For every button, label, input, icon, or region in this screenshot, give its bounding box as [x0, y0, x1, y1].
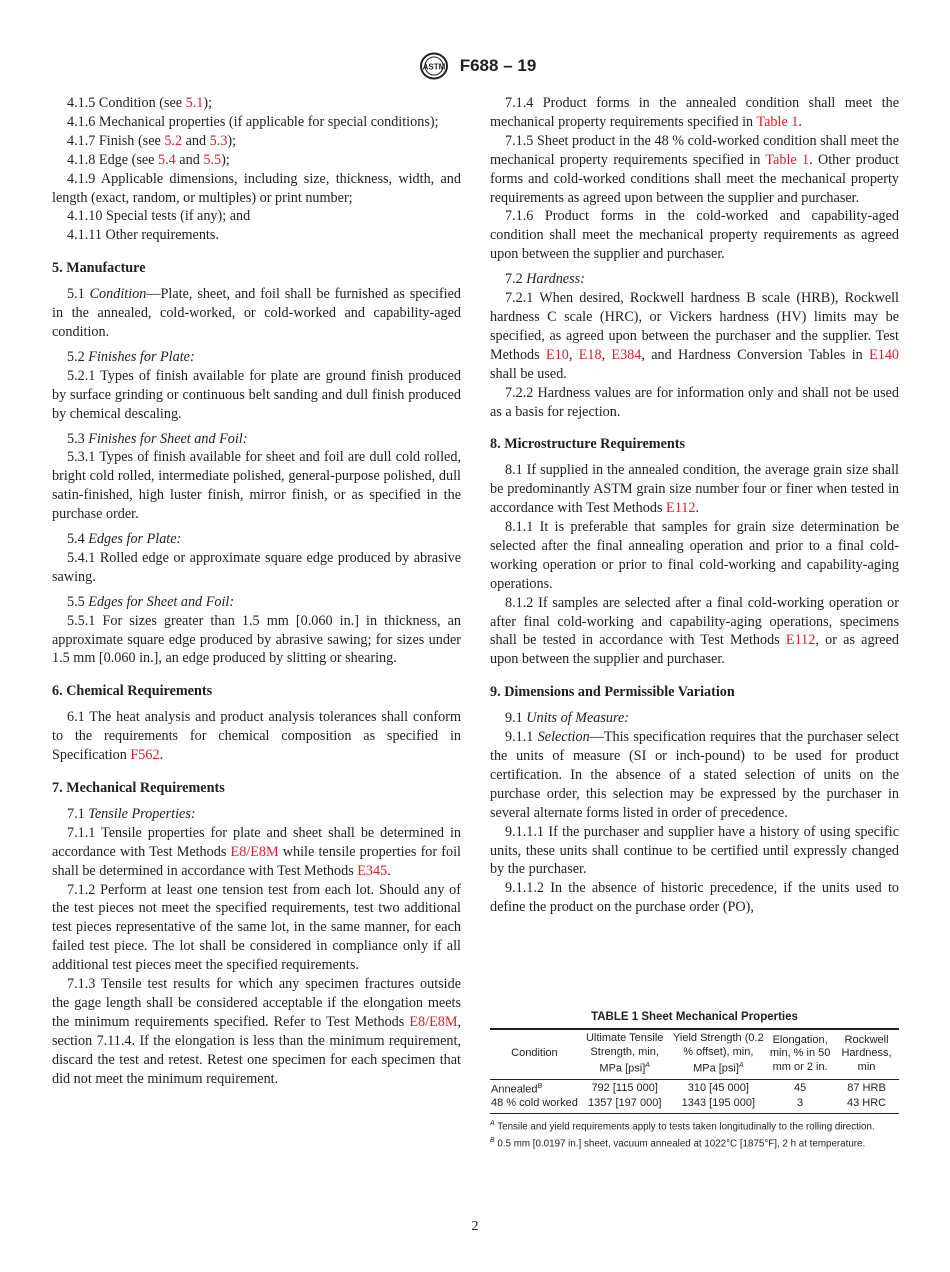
svg-text:ASTM: ASTM: [422, 62, 446, 72]
cell-elongation: 45: [793, 1081, 807, 1094]
astm-logo-icon: [414, 52, 454, 80]
ref-link-5-4[interactable]: 5.4: [158, 151, 176, 168]
clause-5-4: 5.4 Edges for Plate:: [67, 531, 182, 548]
clause-4-1-5: 4.1.5 Condition (see 5.1);: [67, 95, 213, 111]
cell-condition: 48 % cold worked: [490, 1097, 579, 1113]
table-title: TABLE 1 Sheet Mechanical Properties: [591, 1011, 798, 1023]
clause-7-1: 7.1 Tensile Properties:: [67, 805, 196, 822]
cell-ys: 310 [45 000]: [687, 1081, 749, 1094]
clause-4-1-8: 4.1.8 Edge (see 5.4 and 5.5);: [67, 151, 230, 168]
table-1: [490, 1011, 899, 1150]
header-hardness: Rockwell Hardness, min: [834, 1029, 899, 1080]
clause-7-1-3: 7.1.3 Tensile test results for which any specimen fractures outside the gage length shall be considered acceptable if the elongation meets the minimum requirements specified. Refer to Test Methods E8/E8M, section 7.11.4. If the elongation is less than the minimum requirement, discard the test and retest. Retest one specimen for each specimen that did not meet the minimum requirement.: [52, 976, 461, 1087]
section-7-heading: 7. Mechanical Requirements: [52, 780, 225, 796]
clause-7-2-2: 7.2.2 Hardness values are for information only and shall not be used as a basis for rejection.: [490, 384, 899, 420]
footnote-b: $^B$ 0.5 mm [0.0197 in.] sheet, vacuum annealed at 1022°C [1875°F], 2 h at temperature.: [490, 1137, 866, 1150]
clause-4-1-10: 4.1.10 Special tests (if any); and: [67, 208, 251, 225]
ref-link-e8-2[interactable]: E8/E8M: [409, 1013, 458, 1030]
header-elongation: Elongation, min, % in 50 mm or 2 in.: [766, 1029, 834, 1080]
clause-4-1-6: 4.1.6 Mechanical properties (if applicable for special conditions);: [67, 113, 439, 130]
ref-link-e112-b[interactable]: E112: [785, 632, 816, 649]
page-header: [0, 52, 950, 80]
clause-7-2-1: 7.2.1 When desired, Rockwell hardness B scale (HRB), Rockwell hardness C scale (HRC), or Vickers hardness (HV) limits may be specified, as agreed upon between the purchaser and the supplier. Test Methods E10, E18, E384, and Hardness Conversion Tables in E140 shall be used.: [490, 290, 900, 382]
ref-link-table-1-b[interactable]: Table 1: [765, 151, 810, 168]
clause-5-2: 5.2 Finishes for Plate:: [67, 348, 195, 365]
ref-link-5-1[interactable]: 5.1: [185, 95, 204, 111]
cell-uts: 1357 [197 000]: [579, 1097, 671, 1113]
ref-link-e10[interactable]: E10: [545, 346, 569, 363]
document-designation: F688 – 19: [459, 56, 537, 75]
section-6-heading: 6. Chemical Requirements: [52, 683, 213, 700]
cell-elongation: 3: [766, 1097, 834, 1113]
clause-8-1-2: 8.1.2 If samples are selected after a final cold-working operation or after final cold-working and capability-aging operations, specimens shall be tested in accordance with Test Methods E112, or as agreed upon between the supplier and purchaser.: [490, 594, 899, 668]
ref-link-e112[interactable]: E112: [666, 500, 696, 517]
clause-5-2-1: 5.2.1 Types of finish available for plate are ground finish produced by surface grinding or continuous belt sanding and dull finish produced by chemical descaling.: [52, 367, 461, 422]
header-uts: Ultimate Tensile Strength, min, MPa [psi]$^A$: [579, 1029, 671, 1080]
mechanical-properties-table: [490, 1028, 899, 1114]
ref-link-e8[interactable]: E8/E8M: [230, 843, 279, 860]
page-number: 2: [471, 1219, 479, 1234]
clause-7-1-4: 7.1.4 Product forms in the annealed condition shall meet the mechanical property requirements specified in Table 1.: [490, 95, 899, 130]
clause-7-2: 7.2 Hardness:: [505, 271, 585, 288]
clause-5-4-1: 5.4.1 Rolled edge or approximate square edge produced by abrasive sawing.: [52, 549, 461, 585]
clause-9-1-1: 9.1.1 Selection—This specification requires that the purchaser select the units of measure (SI or inch-pound) to be used for product certification. In the absence of a stated selection of units on the purchase order, this selection may be expressed by the purchaser in several alternate forms listed in order of precedence.: [490, 729, 900, 821]
clause-5-3-1: 5.3.1 Types of finish available for sheet and foil are dull cold rolled, bright cold rolled, intermediate polished, general-purpose polished, dull satin-finished, high luster finish, mirror finish, or as specified in the purchase order.: [52, 449, 461, 523]
clause-7-1-1: 7.1.1 Tensile properties for plate and sheet shall be determined in accordance with Test Methods E8/E8M while tensile properties for foil shall be determined in accordance with Test Methods E345.: [52, 824, 461, 879]
ref-link-5-2[interactable]: 5.2: [164, 132, 183, 149]
ref-link-table-1[interactable]: Table 1: [756, 113, 799, 130]
clause-9-1-1-2: 9.1.1.2 In the absence of historic precedence, if the units used to define the product on the purchase order (PO),: [490, 880, 899, 916]
cell-condition: Annealed$^B$: [491, 1083, 543, 1096]
ref-link-e18[interactable]: E18: [578, 346, 602, 363]
ref-link-e384[interactable]: E384: [611, 346, 642, 363]
cell-ys: 1343 [195 000]: [671, 1097, 767, 1113]
table-header-row: [490, 1029, 899, 1080]
clause-4-1-9: 4.1.9 Applicable dimensions, including size, thickness, width, and length (exact, random, or multiples) or print number;: [52, 170, 461, 206]
clause-5-1: 5.1 Condition—Plate, sheet, and foil shall be furnished as specified in the annealed, cold-worked, or cold-worked and capability-aged condition.: [52, 286, 461, 340]
ref-link-e345[interactable]: E345: [357, 862, 388, 879]
table-row: [490, 1080, 899, 1098]
ref-link-5-3[interactable]: 5.3: [209, 132, 228, 149]
clause-7-1-6: 7.1.6 Product forms in the cold-worked and capability-aged condition shall meet the mechanical property requirements as agreed upon between the supplier and purchaser.: [490, 208, 899, 263]
clause-4-1-11: 4.1.11 Other requirements.: [67, 227, 219, 244]
ref-link-5-5[interactable]: 5.5: [203, 151, 222, 168]
clause-4-1-7: 4.1.7 Finish (see 5.2 and 5.3);: [67, 132, 237, 149]
ref-link-f562[interactable]: F562: [130, 747, 160, 764]
table-row: [490, 1097, 899, 1113]
footnote-a: $^A$ Tensile and yield requirements apply to tests taken longitudinally to the rolling direction.: [490, 1119, 875, 1133]
clause-9-1: 9.1 Units of Measure:: [505, 710, 629, 727]
clause-7-1-2: 7.1.2 Perform at least one tension test from each lot. Should any of the test pieces not meet the specified requirements, test two additional test pieces representative of the same lot, in the same manner, for each failed test piece. The lot shall be considered in compliance only if all additional test pieces meet the specified requirements.: [52, 881, 461, 974]
clause-5-5-1: 5.5.1 For sizes greater than 1.5 mm [0.060 in.] in thickness, an approximate square edge produced by abrasive sawing; for sizes under 1.5 mm [0.060 in.], an edge produced by slitting or shearing.: [52, 612, 461, 667]
cell-hardness: 43 HRC: [834, 1097, 899, 1113]
header-condition: Condition: [490, 1029, 579, 1080]
right-column: [490, 94, 899, 917]
clause-9-1-1-1: 9.1.1.1 If the purchaser and supplier have a history of using specific units, these units shall continue to be certified until expressly changed by the purchaser.: [490, 823, 899, 878]
clause-8-1: 8.1 If supplied in the annealed condition, the average grain size shall be predominantly ASTM grain size number four or finer when tested in accordance with Test Methods E112.: [490, 462, 899, 517]
clause-7-1-5: 7.1.5 Sheet product in the 48 % cold-worked condition shall meet the mechanical property requirements specified in Table 1. Other product forms and cold-worked conditions shall meet the mechanical property requirements as agreed upon between the supplier and purchaser.: [490, 132, 899, 206]
ref-link-e140[interactable]: E140: [869, 346, 900, 363]
header-ys: Yield Strength (0.2 % offset), min, MPa [psi]$^A$: [671, 1029, 767, 1080]
clause-5-5: 5.5 Edges for Sheet and Foil:: [67, 593, 235, 610]
cell-hardness: 87 HRB: [847, 1081, 886, 1094]
clause-6-1: 6.1 The heat analysis and product analysis tolerances shall conform to the requirements for chemical composition as specified in Specification F562.: [52, 709, 461, 764]
section-8-heading: 8. Microstructure Requirements: [490, 436, 686, 453]
section-5-heading: 5. Manufacture: [52, 260, 146, 277]
clause-5-3: 5.3 Finishes for Sheet and Foil:: [67, 430, 248, 447]
cell-uts: 792 [115 000]: [591, 1081, 658, 1094]
section-9-heading: 9. Dimensions and Permissible Variation: [490, 684, 735, 701]
clause-8-1-1: 8.1.1 It is preferable that samples for grain size determination be selected after the final annealing operation and prior to a final cold-working operation or prior to final cold-working and capability-aging operations.: [490, 519, 899, 592]
left-column: [52, 94, 461, 1089]
